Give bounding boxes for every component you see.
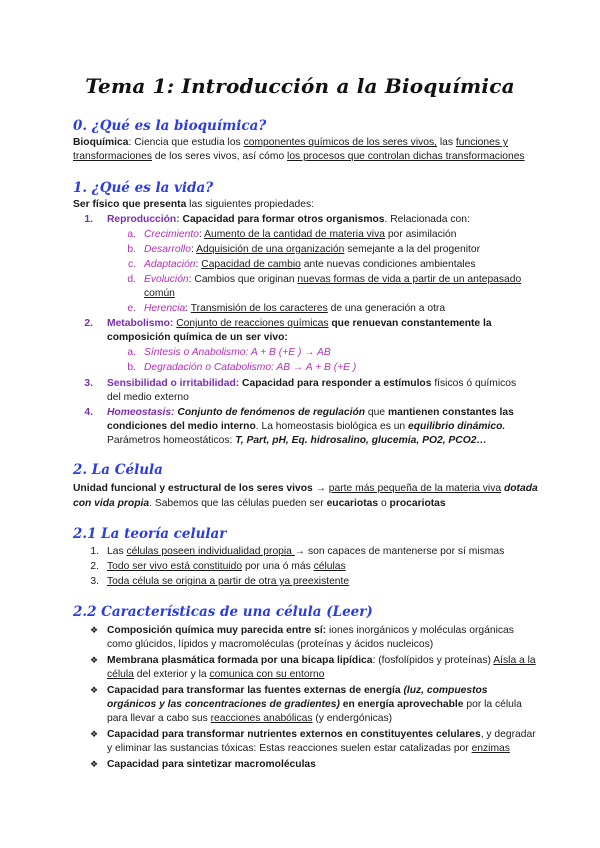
- sub-marker: e.: [127, 303, 136, 314]
- heading-la-celula: 2. La Célula: [73, 462, 163, 478]
- text: :: [195, 259, 202, 270]
- sub-item-herencia: [144, 302, 445, 315]
- underlined-text: Conjunto de reacciones químicas: [176, 318, 329, 329]
- cell-theory-item-1: [107, 545, 504, 558]
- homeostatic-parameters: [107, 434, 487, 447]
- text: del exterior y la: [133, 669, 210, 680]
- bullet-icon: ❖: [89, 685, 99, 695]
- underlined-text: Todo ser vivo está constituido: [107, 561, 243, 572]
- text: de una generación a otra: [327, 303, 446, 314]
- bullet-icon: ❖: [89, 655, 99, 665]
- sub-item-catabolismo: Degradación o Catabolismo: AB → A + B (+E ): [144, 362, 357, 373]
- underlined-text: transformaciones: [73, 151, 152, 162]
- text: iones inorgánicos y moléculas orgánicas: [326, 625, 514, 636]
- life-intro: [73, 198, 314, 211]
- bold-italic-text: orgánicos y las concentraciones de gradientes): [107, 699, 340, 710]
- text: :: [190, 244, 197, 255]
- heading-what-is-life: 1. ¿Qué es la vida?: [73, 180, 214, 196]
- sub-marker: d.: [127, 274, 136, 285]
- underlined-text: los procesos que controlan dichas transformaciones: [287, 151, 525, 162]
- text: semejante a la del progenitor: [344, 244, 481, 255]
- sub-item-crecimiento: [144, 228, 457, 241]
- text: : (fosfolípidos y proteínas): [372, 655, 494, 666]
- list-number: 3.: [90, 576, 99, 587]
- underlined-text: parte más pequeña de la materia viva: [328, 483, 502, 494]
- bold-text: Ser físico que presenta: [73, 199, 187, 210]
- bold-text: mantienen constantes las: [387, 407, 514, 418]
- list-item-metabolismo: [107, 317, 492, 330]
- underlined-text: Capacidad de cambio: [201, 259, 301, 270]
- text: y eliminar las sustancias tóxicas: Estas reacciones suelen estar catalizadas por: [107, 743, 472, 754]
- bold-italic-text: (luz, compuestos: [400, 685, 488, 696]
- text: :: [198, 229, 205, 240]
- biochemistry-definition-line-1: [73, 136, 508, 149]
- underlined-text: común: [144, 288, 175, 299]
- sub-label: Evolución: [144, 274, 189, 285]
- term-bioquimica: Bioquímica: [73, 137, 129, 148]
- characteristic-1-cont: [107, 638, 433, 651]
- underlined-text: célula: [107, 669, 134, 680]
- underlined-text: reacciones anabólicas: [210, 713, 313, 724]
- text: . Relacionada con:: [384, 214, 470, 225]
- cell-definition-line-1: [73, 482, 538, 495]
- cell-theory-item-3: [107, 575, 349, 588]
- underlined-text: células poseen individualidad propia: [126, 546, 295, 557]
- characteristic-2-cont: [107, 668, 325, 681]
- item-label: Metabolismo:: [107, 318, 174, 329]
- text: como glúcidos, lípidos y macromoléculas (proteínas y ácidos nucleicos): [107, 639, 434, 650]
- bold-italic-text: con vida propia: [73, 498, 150, 509]
- text: . Sabemos que las células pueden ser: [149, 498, 327, 509]
- item-label: Homeostasis:: [107, 407, 175, 418]
- sub-label: Desarrollo: [144, 244, 191, 255]
- sub-marker: a.: [127, 229, 136, 240]
- text: por asimilación: [384, 229, 457, 240]
- bold-italic-text: Conjunto de fenómenos de regulación: [174, 407, 366, 418]
- sub-label: Crecimiento: [144, 229, 199, 240]
- text: que: [365, 407, 388, 418]
- document-title: Tema 1: Introducción a la Bioquímica: [85, 74, 515, 98]
- list-item-sensibilidad-cont: [107, 391, 189, 404]
- bold-text: procariotas: [389, 498, 446, 509]
- bullet-icon: ❖: [89, 759, 99, 769]
- list-item-homeostasis-cont: [107, 420, 505, 433]
- list-number: 2.: [84, 318, 93, 329]
- text: por la célula: [463, 699, 522, 710]
- underlined-text: Aísla a la: [493, 655, 536, 666]
- list-item-metabolismo-cont: [107, 331, 288, 344]
- bold-text: Unidad funcional y estructural de los seres vivos: [73, 483, 313, 494]
- text: Parámetros homeostáticos:: [107, 435, 236, 446]
- bold-text: eucariotas: [326, 498, 379, 509]
- underlined-text: componentes químicos de los seres vivos,: [243, 137, 438, 148]
- bold-text: composición química de un ser vivo:: [107, 332, 288, 343]
- bold-italic-text: T, Part, pH, Eq. hidrosalino, glucemia, PO2, PCO2…: [235, 435, 487, 446]
- list-number: 2.: [90, 561, 99, 572]
- cell-theory-item-2: [107, 560, 346, 573]
- list-item-reproduccion: [107, 213, 470, 226]
- bold-text: Composición química muy parecida entre sí:: [107, 625, 327, 636]
- characteristic-4: [107, 728, 536, 741]
- text: : Ciencia que estudia los: [128, 137, 244, 148]
- bold-text: Capacidad para sintetizar macromoléculas: [107, 759, 316, 770]
- bullet-icon: ❖: [89, 729, 99, 739]
- bold-italic-text: dotada: [501, 483, 538, 494]
- bold-text: en energía aprovechable: [339, 699, 464, 710]
- underlined-text: células: [313, 561, 346, 572]
- bold-text: que renuevan constantemente la: [328, 318, 492, 329]
- bullet-icon: ❖: [89, 625, 99, 635]
- text: :: [185, 303, 191, 314]
- bold-text: Capacidad para responder a estímulos: [239, 378, 432, 389]
- characteristic-1: [107, 624, 514, 637]
- sub-item-evolucion-cont: [144, 287, 175, 300]
- sub-label: Herencia: [144, 303, 186, 314]
- text: , y degradar: [480, 729, 536, 740]
- characteristic-5: [107, 758, 316, 771]
- underlined-text: enzimas: [471, 743, 510, 754]
- text: (y endergónicas): [312, 713, 393, 724]
- sub-marker: b.: [127, 244, 136, 255]
- characteristic-2: [107, 654, 536, 667]
- sub-marker: c.: [127, 259, 136, 270]
- sub-item-evolucion: [144, 273, 521, 286]
- sub-label: Adaptación: [144, 259, 196, 270]
- text: de los seres vivos, así cómo: [151, 151, 288, 162]
- text: por una ó más: [242, 561, 314, 572]
- text: ante nuevas condiciones ambientales: [300, 259, 476, 270]
- bold-text: condiciones del medio interno: [107, 421, 256, 432]
- bold-text: Capacidad para transformar las fuentes externas de energía: [107, 685, 401, 696]
- underlined-text: nuevas formas de vida a partir de un antepasado: [297, 274, 522, 285]
- text: del medio externo: [107, 392, 189, 403]
- list-item-sensibilidad: [107, 377, 516, 390]
- list-number: 4.: [84, 407, 93, 418]
- text: : Cambios que originan: [188, 274, 298, 285]
- sub-item-adaptacion: [144, 258, 475, 271]
- underlined-text: comunica con su entorno: [209, 669, 325, 680]
- characteristic-4-cont: [107, 742, 510, 755]
- bold-text: Capacidad para formar otros organismos: [179, 214, 385, 225]
- text: →: [312, 483, 329, 494]
- text: . La homeostasis biológica es un: [255, 421, 409, 432]
- characteristic-3-cont: [107, 698, 522, 711]
- characteristic-3-cont-2: [107, 712, 392, 725]
- text: o: [378, 498, 390, 509]
- text: Las: [107, 546, 127, 557]
- text: físicos ó químicos: [431, 378, 517, 389]
- bold-text: Capacidad para transformar nutrientes externos en constituyentes celulares: [107, 729, 481, 740]
- heading-caracteristicas: 2.2 Características de una célula (Leer): [73, 604, 373, 620]
- bold-italic-text: equilibrio dinámico.: [408, 421, 506, 432]
- list-number: 3.: [84, 378, 93, 389]
- characteristic-3: [107, 684, 488, 697]
- text: para llevar a cabo sus: [107, 713, 211, 724]
- list-number: 1.: [90, 546, 99, 557]
- underlined-text: Adquisición de una organización: [196, 244, 345, 255]
- sub-item-anabolismo: Síntesis o Anabolismo: A + B (+E ) → AB: [144, 347, 331, 358]
- list-item-homeostasis: [107, 406, 514, 419]
- underlined-text: Transmisión de los caracteres: [190, 303, 328, 314]
- list-number: 1.: [84, 214, 93, 225]
- underlined-text: funciones y: [455, 137, 508, 148]
- underlined-text: Aumento de la cantidad de materia viva: [204, 229, 385, 240]
- sub-marker: a.: [127, 347, 136, 358]
- item-label: Reproducción:: [107, 214, 180, 225]
- underlined-text: Toda célula se origina a partir de otra ya preexistente: [107, 576, 350, 587]
- biochemistry-definition-line-2: [73, 150, 525, 163]
- sub-item-desarrollo: [144, 243, 480, 256]
- bold-text: Membrana plasmática formada por una bicapa lipídica: [107, 655, 373, 666]
- text: → son capaces de mantenerse por sí mismas: [294, 546, 505, 557]
- sub-marker: b.: [127, 362, 136, 373]
- item-label: Sensibilidad o irritabilidad:: [107, 378, 240, 389]
- cell-definition-line-2: [73, 497, 446, 510]
- text: las: [437, 137, 456, 148]
- heading-what-is-biochemistry: 0. ¿Qué es la bioquímica?: [73, 118, 267, 134]
- heading-teoria-celular: 2.1 La teoría celular: [73, 526, 227, 542]
- text: las siguientes propiedades:: [186, 199, 314, 210]
